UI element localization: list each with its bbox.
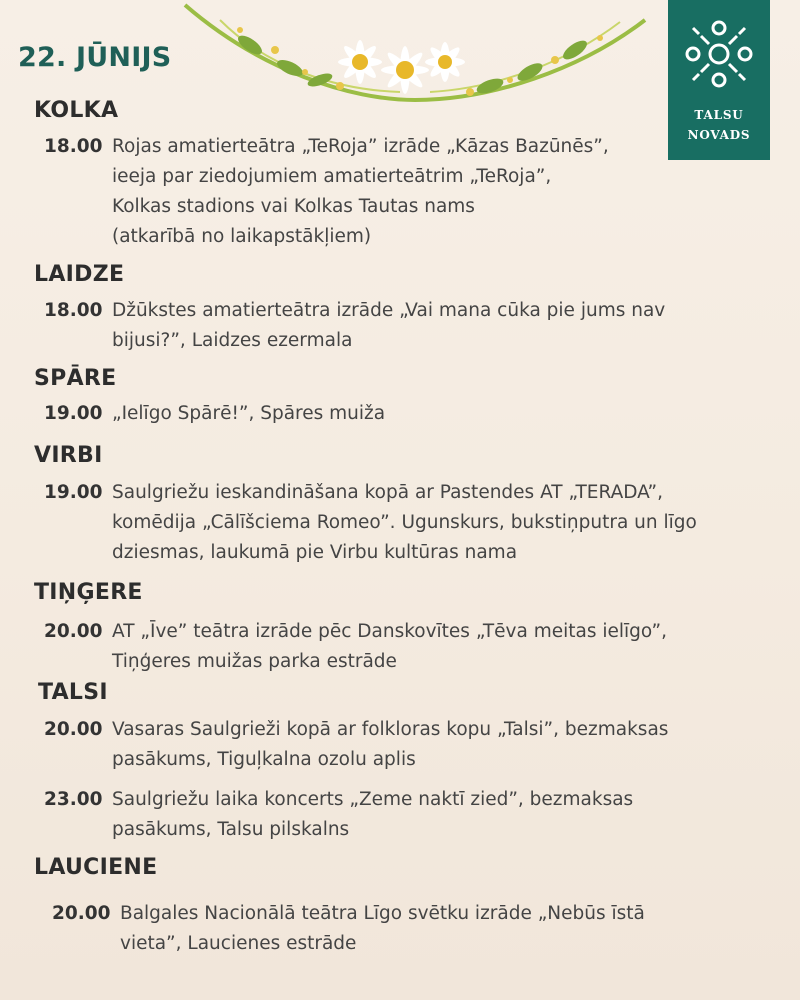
event-description: Saulgriežu ieskandināšana kopā ar Pastendes AT „TERADA”, komēdija „Cālīšciema Romeo”. Ugunskurs, bukstiņputra un līgo dziesmas, laukumā pie Virbu kultūras nama [112,482,697,563]
section-lauciene [34,855,157,880]
logo-text-line1: TALSU [694,108,744,122]
event-description: AT „Īve” teātra izrāde pēc Danskovītes „Tēva meitas ielīgo”, Tiņģeres muižas parka estrāde [112,621,668,672]
event-time: 23.00 [44,789,103,810]
event-description: „Ielīgo Spārē!”, Spāres muiža [112,403,386,424]
ornament-icon [679,14,759,94]
event-description: Vasaras Saulgrieži kopā ar folkloras kopu „Talsi”, bezmaksas pasākums, Tiguļkalna ozolu aplis [112,719,669,770]
event-time: 20.00 [52,903,111,924]
place-heading: TIŅĢERE [34,580,143,605]
event-time: 20.00 [44,719,103,740]
event-time: 19.00 [44,403,103,424]
logo-text-line2: NOVADS [687,128,751,142]
section-talsi [38,680,108,705]
place-heading: VIRBI [34,443,103,468]
place-heading: LAIDZE [34,262,125,287]
event-description: Balgales Nacionālā teātra Līgo svētku izrāde „Nebūs īstā vieta”, Laucienes estrāde [120,903,645,954]
section-virbi [34,443,103,468]
event-description: Saulgriežu laika koncerts „Zeme naktī zied”, bezmaksas pasākums, Talsu pilskalns [112,789,634,840]
page-title: 22. JŪNIJS [18,42,172,73]
place-heading: SPĀRE [34,366,117,391]
section-laidze [34,262,124,287]
event-description: Rojas amatierteātra „TeRoja” izrāde „Kāzas Bazūnēs”, ieeja par ziedojumiem amatierteātrim „TeRoja”, Kolkas stadions vai Kolkas Tautas nams (atkarībā no laikapstākļiem) [112,136,609,247]
place-heading: LAUCIENE [34,855,158,880]
flower-garland-image [180,0,650,120]
event-time: 18.00 [44,300,103,321]
event-time: 18.00 [44,136,103,157]
event-time: 19.00 [44,482,103,503]
place-heading: KOLKA [34,98,119,123]
event-description: Džūkstes amatierteātra izrāde „Vai mana cūka pie jums nav bijusi?”, Laidzes ezermala [112,300,666,351]
place-heading: TALSI [38,680,108,705]
event-time: 20.00 [44,621,103,642]
section-tingere [34,580,143,605]
section-spare [34,366,116,391]
section-kolka [34,98,118,123]
